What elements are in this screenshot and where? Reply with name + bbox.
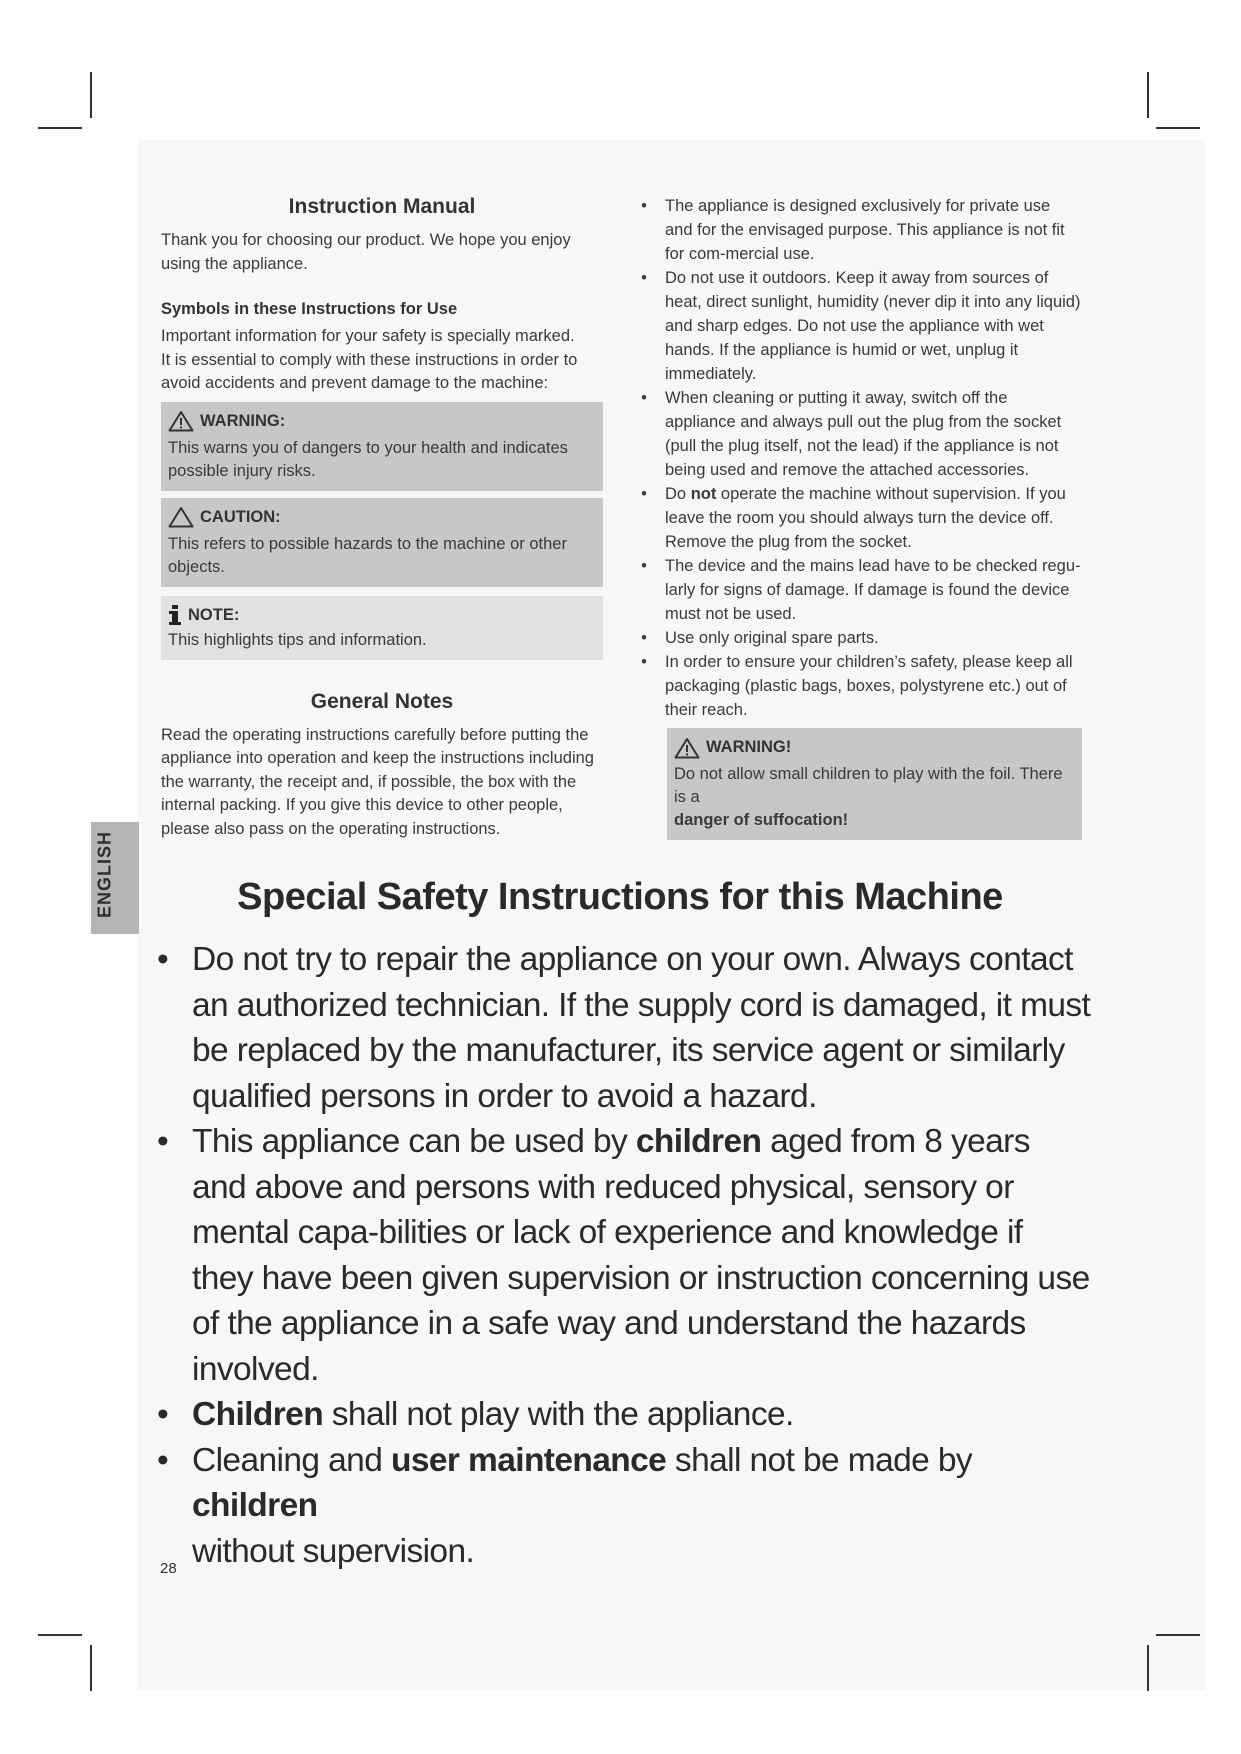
warning-triangle-icon: [674, 737, 700, 759]
special-item-text: Do not try to repair the appliance on your own. Always contact an authorized technician. If the supply cord is damaged, it must be replaced by the manufacturer, its service agent or similarly qualified persons in order to avoid a hazard.: [192, 941, 1091, 1115]
special-safety-list: [157, 937, 1092, 1574]
note-text: This highlights tips and information.: [168, 630, 427, 649]
intro-text: Thank you for choosing our product. We hope you enjoy using the appliance.: [161, 231, 571, 273]
info-icon: [168, 605, 182, 625]
suffocation-warning-label: WARNING!: [706, 738, 792, 756]
bullet-mark: •: [641, 389, 647, 407]
special-item-bold: Children: [192, 1396, 324, 1433]
suffocation-warning-title: [674, 736, 1075, 759]
list-item: [157, 1392, 1092, 1438]
crop-mark: [90, 1645, 92, 1691]
note-box: [161, 596, 603, 660]
safety-bullet-list: [637, 194, 1082, 722]
special-item-post: shall not play with the appliance.: [323, 1396, 794, 1433]
list-item: [637, 266, 1082, 386]
bullet-mark: •: [641, 653, 647, 671]
general-notes-title: General Notes: [310, 689, 454, 713]
bullet-mark: •: [641, 629, 647, 647]
caution-box-title: [168, 506, 596, 529]
list-item: [157, 1119, 1092, 1392]
caution-label: CAUTION:: [200, 507, 281, 526]
list-item: [637, 554, 1082, 626]
list-item: [637, 386, 1082, 482]
bullet-text-bold: not: [690, 485, 717, 503]
caution-triangle-icon: [168, 506, 194, 528]
language-tab-label: ENGLISH: [94, 831, 115, 919]
crop-mark: [38, 1634, 82, 1636]
crop-mark: [38, 127, 82, 129]
page-number: 28: [160, 1560, 177, 1577]
list-item: [637, 650, 1082, 722]
instruction-manual-title: Instruction Manual: [288, 195, 476, 218]
special-item-bold: children: [192, 1487, 318, 1524]
special-item-post: aged from 8 years and above and persons with reduced physical, sensory or mental capa-bilities or lack of experience and knowledge if they have been given supervision or instruction concerning use of the appliance in a safe way and understand the hazards involved.: [192, 1123, 1090, 1388]
bullet-text: The device and the mains lead have to be checked regu-larly for signs of damage. If damage is found the device must not be used.: [665, 557, 1081, 623]
warning-text: This warns you of dangers to your health and indicates possible injury risks.: [168, 438, 568, 480]
list-item: [157, 937, 1092, 1119]
bullet-mark: •: [157, 1123, 169, 1160]
special-item-pre: This appliance can be used by: [192, 1123, 636, 1160]
left-column: [161, 195, 603, 841]
special-item-pre: Cleaning and: [192, 1441, 391, 1479]
note-label: NOTE:: [188, 605, 240, 624]
general-notes-text: Read the operating instructions carefully before putting the appliance into operation and keep the instructions including the warranty, the receipt and, if possible, the box with the internal packing. If you give this device to other people, please also pass on the operating instructions.: [161, 725, 594, 838]
symbols-heading: Symbols in these Instructions for Use: [161, 300, 458, 318]
crop-mark: [1147, 1645, 1149, 1691]
special-item-mid: shall not be made by: [666, 1441, 973, 1479]
crop-mark: [1147, 72, 1149, 118]
note-box-title: [168, 604, 596, 627]
list-item: [637, 626, 1082, 650]
special-item-post: without supervision.: [192, 1532, 475, 1570]
special-item-bold: children: [635, 1123, 762, 1160]
crop-mark: [1156, 127, 1200, 129]
bullet-text: In order to ensure your children’s safety, please keep all packaging (plastic bags, boxes, polystyrene etc.) out of their reach.: [665, 653, 1073, 719]
crop-mark: [1156, 1634, 1200, 1636]
bullet-text: Do not use it outdoors. Keep it away from sources of heat, direct sunlight, humidity (never dip it into any liquid) and sharp edges. Do not use the appliance with wet hands. If the appliance is humid or wet, unplug it immediately.: [665, 269, 1081, 383]
warning-triangle-icon: [168, 410, 194, 432]
special-safety-title: Special Safety Instructions for this Machine: [237, 876, 1003, 918]
symbols-text-2: It is essential to comply with these instructions in order to avoid accidents and prevent damage to the machine:: [161, 350, 578, 392]
bullet-mark: •: [157, 1441, 169, 1479]
bullet-text-pre: Do: [665, 485, 691, 503]
list-item: [637, 482, 1082, 554]
bullet-mark: •: [641, 485, 647, 503]
caution-box: [161, 498, 603, 587]
bullet-mark: •: [641, 197, 647, 215]
bullet-mark: •: [641, 557, 647, 575]
bullet-text: The appliance is designed exclusively for private use and for the envisaged purpose. This appliance is not fit for com-mercial use.: [665, 197, 1065, 263]
bullet-mark: •: [157, 1396, 169, 1433]
suffocation-warning-text: Do not allow small children to play with the foil. There is a: [674, 765, 1063, 806]
crop-mark: [90, 72, 92, 118]
bullet-text: Use only original spare parts.: [665, 629, 879, 647]
bullet-text-post: operate the machine without supervision. If you leave the room you should always turn the device off. Remove the plug from the socket.: [665, 485, 1066, 551]
caution-text: This refers to possible hazards to the machine or other objects.: [168, 534, 567, 576]
list-item: [637, 194, 1082, 266]
bullet-mark: •: [157, 941, 169, 978]
warning-box-title: [168, 410, 596, 433]
suffocation-warning-bold: danger of suffocation!: [674, 811, 849, 829]
suffocation-warning-box: [667, 728, 1082, 840]
list-item: [157, 1438, 1092, 1575]
warning-label: WARNING:: [200, 411, 286, 430]
special-item-bold: user maintenance: [390, 1441, 667, 1479]
bullet-mark: •: [641, 269, 647, 287]
bullet-text: When cleaning or putting it away, switch off the appliance and always pull out the plug from the socket (pull the plug itself, not the lead) if the appliance is not being used and remove the attached accessories.: [665, 389, 1062, 479]
warning-box: [161, 402, 603, 491]
right-column: [637, 194, 1082, 840]
symbols-text-1: Important information for your safety is specially marked.: [161, 327, 575, 345]
